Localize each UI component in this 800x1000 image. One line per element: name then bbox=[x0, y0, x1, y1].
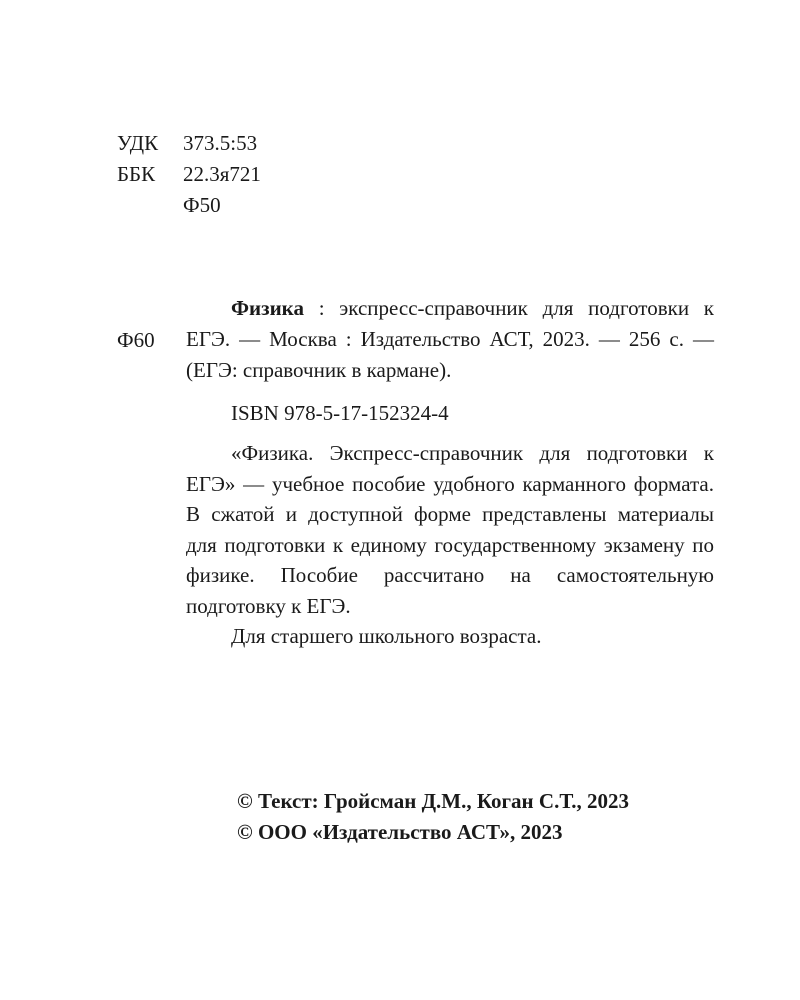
bibliographic-record bbox=[186, 293, 714, 386]
record-author-sign: Ф60 bbox=[117, 328, 155, 352]
copyright-publisher-line: © ООО «Издательство АСТ», 2023 bbox=[237, 820, 563, 844]
audience-note: Для старшего школьного возраста. bbox=[231, 624, 542, 648]
book-title: Физика bbox=[231, 296, 304, 320]
annotation-paragraph: «Физика. Экспресс-справочник для подготовки к ЕГЭ» — учебное пособие удобного карманного формата. В сжатой и доступной форме представлены материалы для подготовки к единому государственному экзамену по физике. Пособие рассчитано на самостоятельную подготовку к ЕГЭ. bbox=[186, 441, 714, 618]
bibliographic-description bbox=[186, 293, 714, 386]
author-sign-row bbox=[117, 190, 261, 221]
bbk-label: ББК bbox=[117, 162, 156, 186]
bbk-row bbox=[117, 159, 261, 190]
copyright-block bbox=[237, 786, 629, 848]
udk-label: УДК bbox=[117, 131, 159, 155]
book-description: : экспресс-справочник для подготовки к ЕГЭ. — Москва : Издательство АСТ, 2023. — 256 с. — (ЕГЭ: справочник в кармане). bbox=[186, 296, 715, 382]
annotation bbox=[186, 438, 714, 652]
bbk-value: 22.3я721 bbox=[183, 162, 261, 186]
author-sign: Ф50 bbox=[183, 193, 221, 217]
udk-row bbox=[117, 128, 261, 159]
isbn: ISBN 978-5-17-152324-4 bbox=[231, 401, 449, 425]
copyright-text-line: © Текст: Гройсман Д.М., Коган С.Т., 2023 bbox=[237, 789, 629, 813]
classification-block bbox=[117, 128, 261, 221]
udk-value: 373.5:53 bbox=[183, 131, 258, 155]
